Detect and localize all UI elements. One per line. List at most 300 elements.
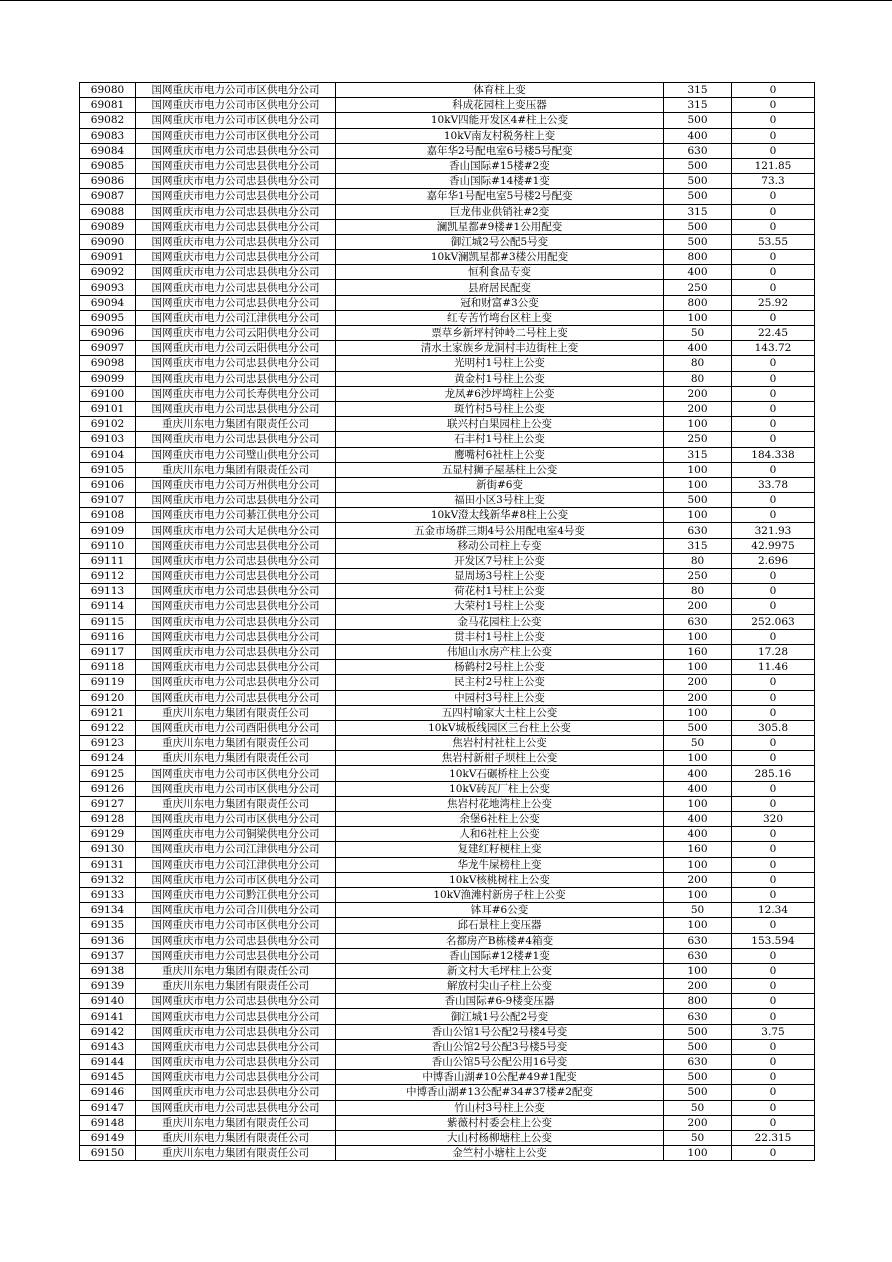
transformer-name-cell: 光明村1号柱上公变 — [336, 356, 664, 371]
transformer-name-cell: 中园村3号柱上公变 — [336, 690, 664, 705]
transformer-name-cell: 新街#6变 — [336, 477, 664, 492]
load-cell: 0 — [732, 1055, 815, 1070]
table-row — [80, 113, 815, 128]
load-cell: 0 — [732, 219, 815, 234]
table-row — [80, 660, 815, 675]
capacity-cell: 500 — [664, 1024, 732, 1039]
company-cell: 重庆川东电力集团有限责任公司 — [136, 1146, 336, 1161]
transformer-name-cell: 石丰村1号柱上公变 — [336, 432, 664, 447]
row-id-cell: 69122 — [80, 720, 136, 735]
load-cell: 0 — [732, 994, 815, 1009]
capacity-cell: 630 — [664, 143, 732, 158]
capacity-cell: 400 — [664, 128, 732, 143]
row-id-cell: 69104 — [80, 447, 136, 462]
table-row — [80, 265, 815, 280]
transformer-name-cell: 焦岩村新柑子坝柱上公变 — [336, 751, 664, 766]
capacity-cell: 250 — [664, 569, 732, 584]
transformer-name-cell: 金马花园柱上公变 — [336, 614, 664, 629]
company-cell: 重庆川东电力集团有限责任公司 — [136, 796, 336, 811]
table-row — [80, 523, 815, 538]
row-id-cell: 69111 — [80, 553, 136, 568]
capacity-cell: 400 — [664, 265, 732, 280]
row-id-cell: 69137 — [80, 948, 136, 963]
load-cell: 0 — [732, 827, 815, 842]
transformer-name-cell: 10kV核桃树柱上公变 — [336, 872, 664, 887]
row-id-cell: 69115 — [80, 614, 136, 629]
transformer-name-cell: 清水土家族乡龙洞村丰边街柱上变 — [336, 341, 664, 356]
company-cell: 国网重庆市电力公司市区供电分公司 — [136, 812, 336, 827]
row-id-cell: 69116 — [80, 629, 136, 644]
transformer-name-cell: 鹰嘴村6社柱上公变 — [336, 447, 664, 462]
table-row — [80, 781, 815, 796]
load-cell: 0 — [732, 781, 815, 796]
table-row — [80, 827, 815, 842]
company-cell: 国网重庆市电力公司忠县供电分公司 — [136, 432, 336, 447]
load-cell: 0 — [732, 143, 815, 158]
table-row — [80, 538, 815, 553]
row-id-cell: 69131 — [80, 857, 136, 872]
transformer-name-cell: 贯丰村1号柱上公变 — [336, 629, 664, 644]
company-cell: 国网重庆市电力公司忠县供电分公司 — [136, 356, 336, 371]
row-id-cell: 69134 — [80, 903, 136, 918]
company-cell: 国网重庆市电力公司云阳供电分公司 — [136, 326, 336, 341]
table-row — [80, 341, 815, 356]
row-id-cell: 69085 — [80, 158, 136, 173]
load-cell: 0 — [732, 265, 815, 280]
load-cell: 0 — [732, 98, 815, 113]
row-id-cell: 69092 — [80, 265, 136, 280]
transformer-name-cell: 余堡6社柱上公变 — [336, 812, 664, 827]
transformer-name-cell: 恒利食品专变 — [336, 265, 664, 280]
company-cell: 国网重庆市电力公司市区供电分公司 — [136, 918, 336, 933]
load-cell: 3.75 — [732, 1024, 815, 1039]
capacity-cell: 100 — [664, 629, 732, 644]
transformer-name-cell: 复建红籽梗柱上变 — [336, 842, 664, 857]
capacity-cell: 400 — [664, 781, 732, 796]
row-id-cell: 69138 — [80, 963, 136, 978]
capacity-cell: 400 — [664, 827, 732, 842]
load-cell: 0 — [732, 310, 815, 325]
row-id-cell: 69084 — [80, 143, 136, 158]
transformer-name-cell: 金竺村小塘柱上公变 — [336, 1146, 664, 1161]
capacity-cell: 100 — [664, 705, 732, 720]
company-cell: 国网重庆市电力公司忠县供电分公司 — [136, 660, 336, 675]
load-cell: 0 — [732, 1085, 815, 1100]
table-row — [80, 250, 815, 265]
capacity-cell: 800 — [664, 295, 732, 310]
capacity-cell: 630 — [664, 948, 732, 963]
load-cell: 2.696 — [732, 553, 815, 568]
load-cell: 321.93 — [732, 523, 815, 538]
company-cell: 国网重庆市电力公司忠县供电分公司 — [136, 371, 336, 386]
load-cell: 0 — [732, 432, 815, 447]
company-cell: 国网重庆市电力公司忠县供电分公司 — [136, 401, 336, 416]
row-id-cell: 69147 — [80, 1100, 136, 1115]
table-row — [80, 553, 815, 568]
capacity-cell: 200 — [664, 675, 732, 690]
load-cell: 0 — [732, 872, 815, 887]
company-cell: 国网重庆市电力公司忠县供电分公司 — [136, 644, 336, 659]
load-cell: 0 — [732, 462, 815, 477]
row-id-cell: 69112 — [80, 569, 136, 584]
capacity-cell: 80 — [664, 584, 732, 599]
row-id-cell: 69132 — [80, 872, 136, 887]
table-row — [80, 295, 815, 310]
load-cell: 0 — [732, 1146, 815, 1161]
capacity-cell: 500 — [664, 1070, 732, 1085]
load-cell: 11.46 — [732, 660, 815, 675]
row-id-cell: 69119 — [80, 675, 136, 690]
capacity-cell: 500 — [664, 113, 732, 128]
load-cell: 0 — [732, 508, 815, 523]
company-cell: 国网重庆市电力公司江津供电分公司 — [136, 310, 336, 325]
table-row — [80, 644, 815, 659]
table-row — [80, 219, 815, 234]
transformer-name-cell: 焦岩村村社柱上公变 — [336, 736, 664, 751]
row-id-cell: 69099 — [80, 371, 136, 386]
company-cell: 国网重庆市电力公司市区供电分公司 — [136, 98, 336, 113]
company-cell: 国网重庆市电力公司忠县供电分公司 — [136, 265, 336, 280]
capacity-cell: 250 — [664, 432, 732, 447]
table-row — [80, 493, 815, 508]
transformer-name-cell: 香山公馆2号公配3号楼5号变 — [336, 1039, 664, 1054]
capacity-cell: 100 — [664, 477, 732, 492]
transformer-name-cell: 人和6社柱上公变 — [336, 827, 664, 842]
company-cell: 国网重庆市电力公司璧山供电分公司 — [136, 447, 336, 462]
table-row — [80, 477, 815, 492]
company-cell: 国网重庆市电力公司市区供电分公司 — [136, 872, 336, 887]
load-cell: 25.92 — [732, 295, 815, 310]
transformer-name-cell: 伟旭山水房产柱上公变 — [336, 644, 664, 659]
capacity-cell: 100 — [664, 462, 732, 477]
company-cell: 国网重庆市电力公司忠县供电分公司 — [136, 1055, 336, 1070]
capacity-cell: 100 — [664, 310, 732, 325]
table-row — [80, 462, 815, 477]
row-id-cell: 69125 — [80, 766, 136, 781]
row-id-cell: 69094 — [80, 295, 136, 310]
row-id-cell: 69133 — [80, 887, 136, 902]
capacity-cell: 630 — [664, 523, 732, 538]
capacity-cell: 100 — [664, 963, 732, 978]
transformer-name-cell: 焦岩村花地湾柱上公变 — [336, 796, 664, 811]
transformer-name-cell: 福田小区3号柱上变 — [336, 493, 664, 508]
table-row — [80, 736, 815, 751]
transformer-name-cell: 10kV城板线园区三台柱上公变 — [336, 720, 664, 735]
load-cell: 0 — [732, 417, 815, 432]
company-cell: 国网重庆市电力公司忠县供电分公司 — [136, 189, 336, 204]
table-row — [80, 83, 815, 98]
company-cell: 国网重庆市电力公司长寿供电分公司 — [136, 386, 336, 401]
row-id-cell: 69101 — [80, 401, 136, 416]
table-row — [80, 1070, 815, 1085]
capacity-cell: 200 — [664, 599, 732, 614]
transformer-name-cell: 紫薇村村委会柱上公变 — [336, 1115, 664, 1130]
table-row — [80, 614, 815, 629]
transformer-name-cell: 邱石景柱上变压器 — [336, 918, 664, 933]
capacity-cell: 400 — [664, 341, 732, 356]
table-row — [80, 812, 815, 827]
table-row — [80, 204, 815, 219]
table-row — [80, 1055, 815, 1070]
company-cell: 国网重庆市电力公司忠县供电分公司 — [136, 569, 336, 584]
load-cell: 184.338 — [732, 447, 815, 462]
row-id-cell: 69146 — [80, 1085, 136, 1100]
transformer-name-cell: 竹山村3号柱上公变 — [336, 1100, 664, 1115]
company-cell: 国网重庆市电力公司忠县供电分公司 — [136, 1024, 336, 1039]
row-id-cell: 69149 — [80, 1130, 136, 1145]
table-row — [80, 1130, 815, 1145]
company-cell: 国网重庆市电力公司忠县供电分公司 — [136, 933, 336, 948]
transformer-name-cell: 科成花园柱上变压器 — [336, 98, 664, 113]
company-cell: 国网重庆市电力公司忠县供电分公司 — [136, 1070, 336, 1085]
row-id-cell: 69091 — [80, 250, 136, 265]
company-cell: 重庆川东电力集团有限责任公司 — [136, 705, 336, 720]
row-id-cell: 69139 — [80, 979, 136, 994]
table-row — [80, 1009, 815, 1024]
company-cell: 国网重庆市电力公司忠县供电分公司 — [136, 234, 336, 249]
row-id-cell: 69135 — [80, 918, 136, 933]
capacity-cell: 630 — [664, 1009, 732, 1024]
capacity-cell: 500 — [664, 189, 732, 204]
transformer-name-cell: 大荣村1号柱上公变 — [336, 599, 664, 614]
capacity-cell: 800 — [664, 994, 732, 1009]
table-row — [80, 766, 815, 781]
table-row — [80, 690, 815, 705]
table-row — [80, 417, 815, 432]
company-cell: 国网重庆市电力公司忠县供电分公司 — [136, 584, 336, 599]
table-row — [80, 1100, 815, 1115]
capacity-cell: 200 — [664, 872, 732, 887]
row-id-cell: 69150 — [80, 1146, 136, 1161]
load-cell: 12.34 — [732, 903, 815, 918]
table-row — [80, 842, 815, 857]
load-cell: 0 — [732, 963, 815, 978]
capacity-cell: 100 — [664, 751, 732, 766]
table-row — [80, 189, 815, 204]
capacity-cell: 50 — [664, 326, 732, 341]
row-id-cell: 69114 — [80, 599, 136, 614]
company-cell: 重庆川东电力集团有限责任公司 — [136, 462, 336, 477]
transformer-name-cell: 香山公馆5号公配公用16号变 — [336, 1055, 664, 1070]
row-id-cell: 69083 — [80, 128, 136, 143]
transformer-name-cell: 大山村杨柳塘柱上公变 — [336, 1130, 664, 1145]
company-cell: 重庆川东电力集团有限责任公司 — [136, 736, 336, 751]
table-row — [80, 234, 815, 249]
row-id-cell: 69082 — [80, 113, 136, 128]
load-cell: 0 — [732, 1039, 815, 1054]
table-row — [80, 796, 815, 811]
transformer-name-cell: 10kV石碾桥柱上公变 — [336, 766, 664, 781]
row-id-cell: 69126 — [80, 781, 136, 796]
company-cell: 国网重庆市电力公司忠县供电分公司 — [136, 1009, 336, 1024]
row-id-cell: 69103 — [80, 432, 136, 447]
capacity-cell: 200 — [664, 401, 732, 416]
table-row — [80, 963, 815, 978]
table-row — [80, 948, 815, 963]
capacity-cell: 50 — [664, 1130, 732, 1145]
row-id-cell: 69118 — [80, 660, 136, 675]
capacity-cell: 500 — [664, 234, 732, 249]
transformer-name-cell: 10kV澜凯星都#3楼公用配变 — [336, 250, 664, 265]
row-id-cell: 69121 — [80, 705, 136, 720]
load-cell: 305.8 — [732, 720, 815, 735]
load-cell: 0 — [732, 493, 815, 508]
load-cell: 73.3 — [732, 174, 815, 189]
capacity-cell: 80 — [664, 371, 732, 386]
table-row — [80, 158, 815, 173]
row-id-cell: 69086 — [80, 174, 136, 189]
load-cell: 0 — [732, 1115, 815, 1130]
table-row — [80, 720, 815, 735]
transformer-name-cell: 巨龙伟业供销社#2变 — [336, 204, 664, 219]
company-cell: 国网重庆市电力公司市区供电分公司 — [136, 113, 336, 128]
load-cell: 0 — [732, 83, 815, 98]
load-cell: 0 — [732, 128, 815, 143]
load-cell: 0 — [732, 675, 815, 690]
transformer-name-cell: 体育柱上变 — [336, 83, 664, 98]
load-cell: 0 — [732, 948, 815, 963]
capacity-cell: 500 — [664, 1039, 732, 1054]
capacity-cell: 630 — [664, 1055, 732, 1070]
table-row — [80, 386, 815, 401]
row-id-cell: 69081 — [80, 98, 136, 113]
load-cell: 0 — [732, 1009, 815, 1024]
table-row — [80, 887, 815, 902]
capacity-cell: 80 — [664, 356, 732, 371]
capacity-cell: 160 — [664, 644, 732, 659]
row-id-cell: 69145 — [80, 1070, 136, 1085]
capacity-cell: 100 — [664, 1146, 732, 1161]
company-cell: 国网重庆市电力公司忠县供电分公司 — [136, 143, 336, 158]
row-id-cell: 69095 — [80, 310, 136, 325]
transformer-name-cell: 五四村喻家大土柱上公变 — [336, 705, 664, 720]
transformer-name-cell: 嘉年华1号配电室5号楼2号配变 — [336, 189, 664, 204]
page-top-rule — [0, 0, 892, 1]
capacity-cell: 100 — [664, 796, 732, 811]
load-cell: 22.315 — [732, 1130, 815, 1145]
transformer-name-cell: 龙凤#6沙坪塆柱上公变 — [336, 386, 664, 401]
capacity-cell: 800 — [664, 250, 732, 265]
table-row — [80, 1039, 815, 1054]
table-row — [80, 994, 815, 1009]
table-row — [80, 629, 815, 644]
row-id-cell: 69142 — [80, 1024, 136, 1039]
table-row — [80, 872, 815, 887]
transformer-name-cell: 红专苦竹塆台区柱上变 — [336, 310, 664, 325]
company-cell: 国网重庆市电力公司大足供电分公司 — [136, 523, 336, 538]
transformer-name-cell: 御江城2号公配5号变 — [336, 234, 664, 249]
row-id-cell: 69141 — [80, 1009, 136, 1024]
company-cell: 国网重庆市电力公司市区供电分公司 — [136, 781, 336, 796]
load-cell: 153.594 — [732, 933, 815, 948]
capacity-cell: 100 — [664, 857, 732, 872]
row-id-cell: 69113 — [80, 584, 136, 599]
transformer-name-cell: 五显村狮子屋基柱上公变 — [336, 462, 664, 477]
load-cell: 0 — [732, 584, 815, 599]
capacity-cell: 50 — [664, 903, 732, 918]
load-cell: 17.28 — [732, 644, 815, 659]
row-id-cell: 69148 — [80, 1115, 136, 1130]
company-cell: 重庆川东电力集团有限责任公司 — [136, 417, 336, 432]
company-cell: 国网重庆市电力公司黔江供电分公司 — [136, 887, 336, 902]
load-cell: 33.78 — [732, 477, 815, 492]
row-id-cell: 69106 — [80, 477, 136, 492]
company-cell: 国网重庆市电力公司綦江供电分公司 — [136, 508, 336, 523]
transformer-name-cell: 御江城1号公配2号变 — [336, 1009, 664, 1024]
table-row — [80, 569, 815, 584]
load-cell: 0 — [732, 736, 815, 751]
transformer-name-cell: 香山国际#14楼#1变 — [336, 174, 664, 189]
load-cell: 0 — [732, 1100, 815, 1115]
table-row — [80, 751, 815, 766]
row-id-cell: 69128 — [80, 812, 136, 827]
load-cell: 0 — [732, 918, 815, 933]
transformer-name-cell: 中博香山湖#10公配#49#1配变 — [336, 1070, 664, 1085]
company-cell: 重庆川东电力集团有限责任公司 — [136, 979, 336, 994]
capacity-cell: 500 — [664, 219, 732, 234]
load-cell: 0 — [732, 857, 815, 872]
transformer-name-cell: 香山国际#6-9楼变压器 — [336, 994, 664, 1009]
row-id-cell: 69130 — [80, 842, 136, 857]
load-cell: 0 — [732, 979, 815, 994]
load-cell: 285.16 — [732, 766, 815, 781]
capacity-cell: 630 — [664, 614, 732, 629]
row-id-cell: 69143 — [80, 1039, 136, 1054]
table-row — [80, 979, 815, 994]
transformer-table — [79, 82, 815, 1161]
row-id-cell: 69090 — [80, 234, 136, 249]
transformer-name-cell: 华龙牛屎榜柱上变 — [336, 857, 664, 872]
row-id-cell: 69129 — [80, 827, 136, 842]
load-cell: 0 — [732, 250, 815, 265]
table-row — [80, 1115, 815, 1130]
transformer-name-cell: 香山国际#15楼#2变 — [336, 158, 664, 173]
table-row — [80, 903, 815, 918]
table-row — [80, 1024, 815, 1039]
row-id-cell: 69088 — [80, 204, 136, 219]
company-cell: 国网重庆市电力公司忠县供电分公司 — [136, 174, 336, 189]
row-id-cell: 69089 — [80, 219, 136, 234]
row-id-cell: 69120 — [80, 690, 136, 705]
row-id-cell: 69127 — [80, 796, 136, 811]
row-id-cell: 69100 — [80, 386, 136, 401]
transformer-name-cell: 香山国际#12楼#1变 — [336, 948, 664, 963]
company-cell: 国网重庆市电力公司忠县供电分公司 — [136, 295, 336, 310]
company-cell: 国网重庆市电力公司忠县供电分公司 — [136, 629, 336, 644]
transformer-name-cell: 县府居民配变 — [336, 280, 664, 295]
load-cell: 0 — [732, 204, 815, 219]
transformer-name-cell: 五金市场群三期4号公用配电室4号变 — [336, 523, 664, 538]
company-cell: 国网重庆市电力公司忠县供电分公司 — [136, 553, 336, 568]
transformer-name-cell: 嘉年华2号配电室6号楼5号配变 — [336, 143, 664, 158]
table-row — [80, 584, 815, 599]
capacity-cell: 400 — [664, 812, 732, 827]
company-cell: 国网重庆市电力公司忠县供电分公司 — [136, 1039, 336, 1054]
row-id-cell: 69080 — [80, 83, 136, 98]
company-cell: 国网重庆市电力公司市区供电分公司 — [136, 766, 336, 781]
capacity-cell: 250 — [664, 280, 732, 295]
load-cell: 0 — [732, 796, 815, 811]
table-row — [80, 705, 815, 720]
table-row — [80, 128, 815, 143]
capacity-cell: 100 — [664, 508, 732, 523]
company-cell: 国网重庆市电力公司合川供电分公司 — [136, 903, 336, 918]
company-cell: 重庆川东电力集团有限责任公司 — [136, 1115, 336, 1130]
load-cell: 0 — [732, 705, 815, 720]
row-id-cell: 69124 — [80, 751, 136, 766]
company-cell: 国网重庆市电力公司忠县供电分公司 — [136, 158, 336, 173]
table-row — [80, 1146, 815, 1161]
